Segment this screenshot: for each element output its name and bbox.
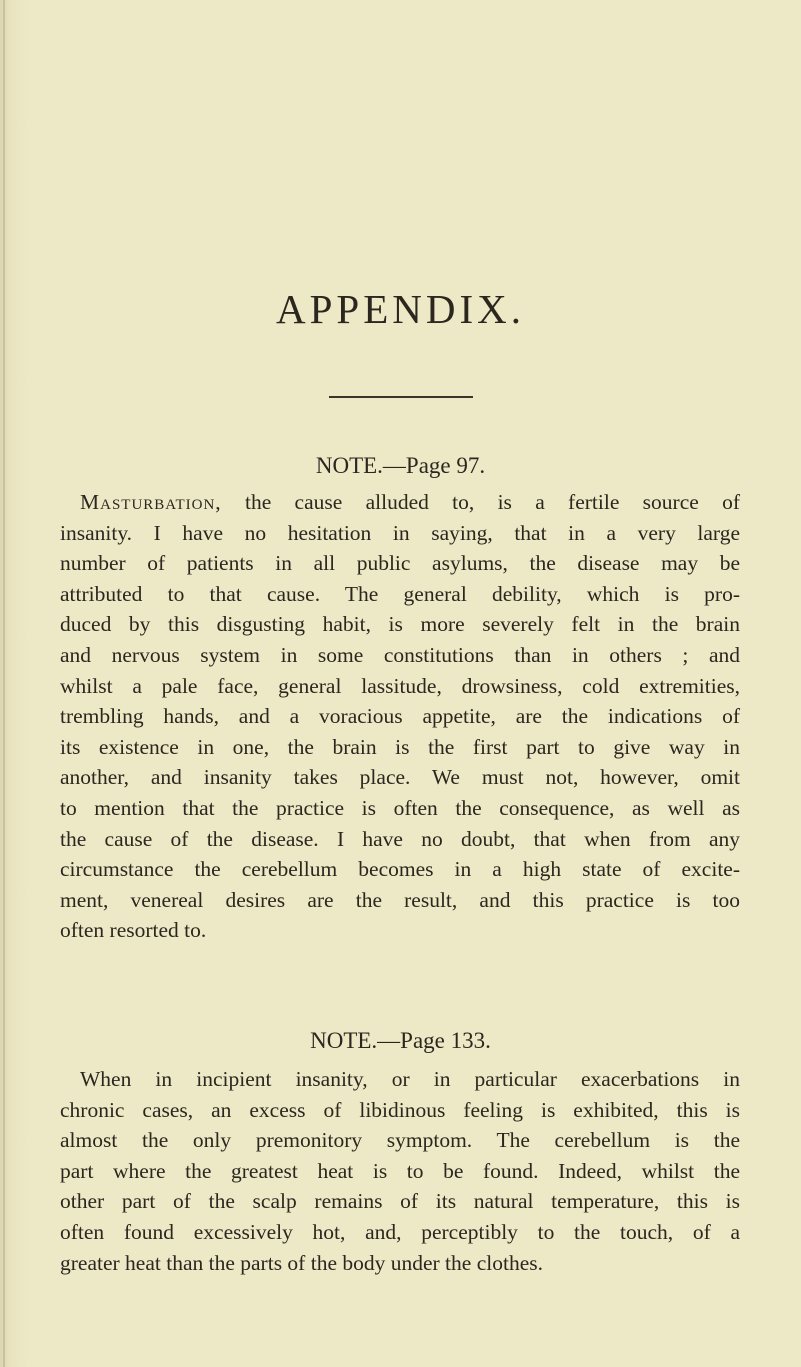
paragraph-line: ment, venereal desires are the result, and this practice is too <box>60 887 740 912</box>
paragraph-line: other part of the scalp remains of its natural temperature, this is <box>60 1189 740 1214</box>
paragraph-line: and nervous system in some constitutions than in others ; and <box>60 642 740 667</box>
paragraph-line: chronic cases, an excess of libidinous feeling is exhibited, this is <box>60 1097 740 1122</box>
paragraph-line: Masturbation, the cause alluded to, is a fertile source of <box>80 490 740 514</box>
note-heading-page-97: NOTE.—Page 97. <box>315 453 486 478</box>
paragraph-line: attributed to that cause. The general debility, which is pro- <box>60 581 740 606</box>
paragraph-line: whilst a pale face, general lassitude, drowsiness, cold extremities, <box>60 673 740 698</box>
paragraph-line: insanity. I have no hesitation in saying, that in a very large <box>60 520 740 545</box>
paragraph-line: often resorted to. <box>60 918 207 943</box>
paragraph-line: number of patients in all public asylums, the disease may be <box>60 551 740 576</box>
paragraph-line: duced by this disgusting habit, is more severely felt in the brain <box>60 612 740 637</box>
paragraph-line: trembling hands, and a voracious appetite, are the indications of <box>60 704 740 729</box>
title-rule <box>329 396 473 398</box>
paragraph-line: another, and insanity takes place. We must not, however, omit <box>60 765 740 790</box>
paragraph-line: its existence in one, the brain is the first part to give way in <box>60 734 740 759</box>
note-97-paragraph <box>60 487 740 946</box>
lead-word: Masturbation, <box>80 490 222 514</box>
paragraph-line: to mention that the practice is often the consequence, as well as <box>60 795 740 820</box>
paragraph-line: circumstance the cerebellum becomes in a high state of excite- <box>60 857 740 882</box>
paragraph-line: often found excessively hot, and, perceptibly to the touch, of a <box>60 1219 740 1244</box>
appendix-title: APPENDIX. <box>276 286 525 332</box>
paragraph-line: almost the only premonitory symptom. The cerebellum is the <box>60 1128 740 1153</box>
page-gutter <box>3 0 5 1367</box>
note-133-paragraph <box>60 1064 740 1278</box>
paragraph-line: part where the greatest heat is to be found. Indeed, whilst the <box>60 1158 740 1183</box>
paragraph-line: When in incipient insanity, or in particular exacerbations in <box>80 1067 740 1091</box>
note-heading-page-133: NOTE.—Page 133. <box>310 1028 491 1053</box>
paragraph-line: greater heat than the parts of the body under the clothes. <box>60 1250 543 1275</box>
paragraph-line: the cause of the disease. I have no doubt, that when from any <box>60 826 740 851</box>
